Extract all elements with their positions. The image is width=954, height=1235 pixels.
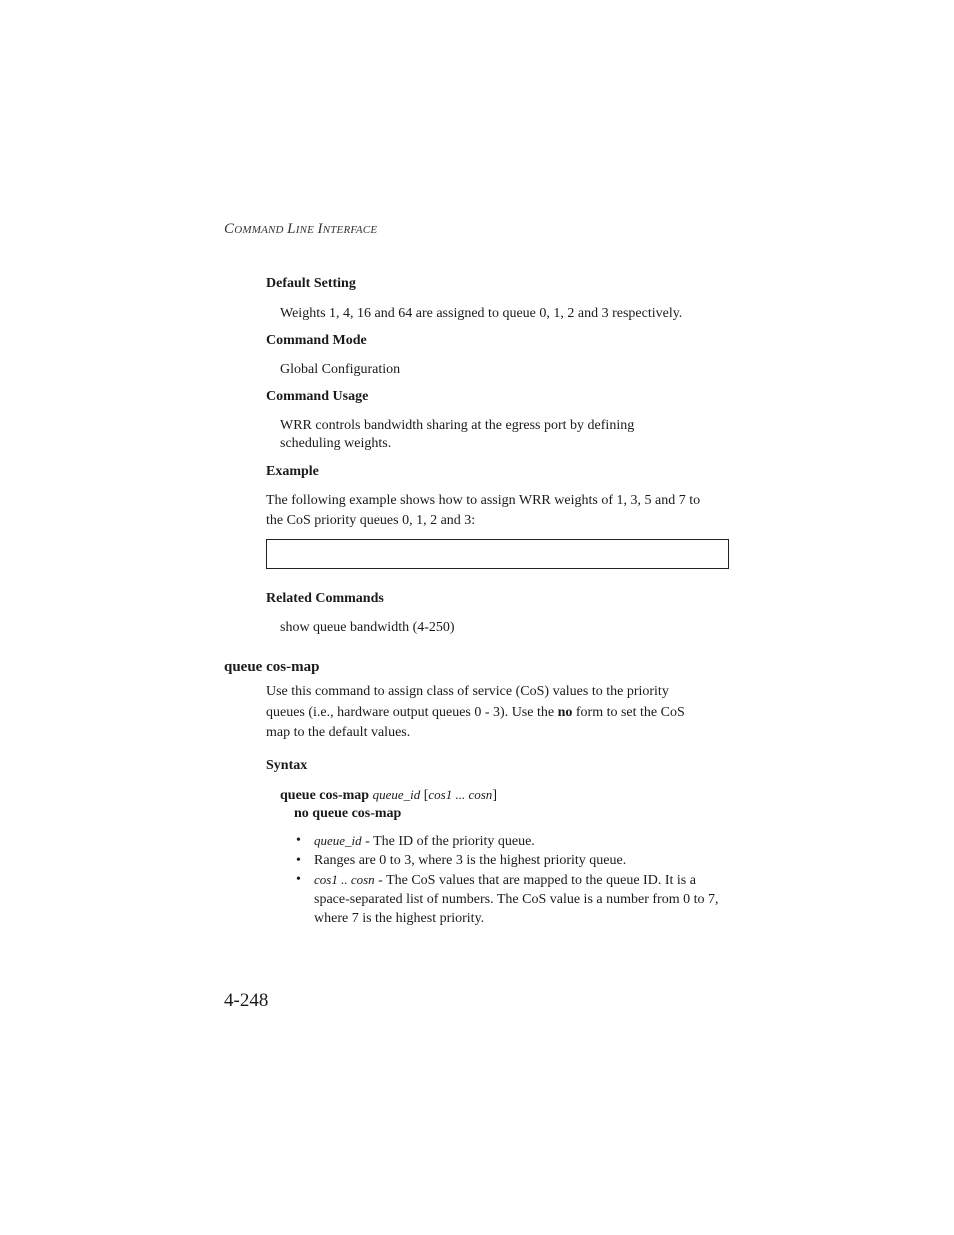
param-name: queue_id (314, 833, 362, 848)
command-usage-heading: Command Usage (266, 389, 369, 404)
section-desc-line: map to the default values. (266, 725, 411, 740)
desc-text: queues (i.e., hardware output queues 0 - 3). Use the (266, 705, 558, 720)
running-head-initial: I (317, 221, 323, 237)
desc-text: form to set the CoS (572, 705, 685, 720)
section-desc-line (266, 703, 685, 723)
syntax-arg: queue_id (372, 787, 421, 802)
param-desc: - The CoS values that are mapped to the queue ID. It is a space-separated list of numbers. The CoS value is a number from 0 to 7, where 7 is the highest priority. (314, 873, 719, 926)
parameter-list (296, 831, 736, 928)
section-title: queue cos-map (224, 659, 320, 675)
command-usage-line: scheduling weights. (280, 436, 392, 451)
example-text-line: the CoS priority queues 0, 1, 2 and 3: (266, 513, 476, 528)
example-text-line: The following example shows how to assign WRR weights of 1, 3, 5 and 7 to (266, 493, 701, 508)
running-head-initial: C (224, 221, 235, 237)
syntax-command (280, 785, 497, 806)
page-number: 4-248 (224, 990, 269, 1011)
example-code-box (266, 539, 729, 569)
command-mode-text: Global Configuration (280, 362, 401, 377)
example-heading: Example (266, 464, 319, 479)
running-head-word: OMMAND (234, 224, 284, 236)
bullet-icon: • (296, 872, 301, 887)
command-mode-heading: Command Mode (266, 333, 367, 348)
bullet-icon: • (296, 833, 301, 848)
desc-keyword-no: no (557, 705, 573, 720)
related-command-link[interactable]: show queue bandwidth (4-250) (280, 620, 455, 635)
related-commands-heading: Related Commands (266, 591, 384, 606)
running-head (224, 221, 377, 238)
syntax-heading: Syntax (266, 758, 308, 773)
syntax-no-command: no queue cos-map (294, 806, 402, 821)
default-setting-text: Weights 1, 4, 16 and 64 are assigned to queue 0, 1, 2 and 3 respectively. (280, 306, 683, 321)
list-item (296, 831, 736, 851)
param-desc: - The ID of the priority queue. (361, 834, 535, 849)
syntax-cmd-name: queue cos-map (280, 788, 370, 803)
running-head-initial: L (287, 221, 296, 237)
running-head-word: INE (295, 224, 315, 236)
syntax-arg: cos1 ... cosn (428, 787, 493, 802)
syntax-bracket: [ (420, 788, 429, 803)
default-setting-heading: Default Setting (266, 276, 356, 291)
running-head-word: NTERFACE (322, 224, 378, 236)
syntax-bracket: ] (492, 788, 497, 803)
bullet-icon: • (296, 853, 301, 868)
section-desc-line: Use this command to assign class of service (CoS) values to the priority (266, 684, 669, 699)
list-item (296, 870, 728, 928)
param-name: cos1 .. cosn (314, 872, 375, 887)
param-desc: Ranges are 0 to 3, where 3 is the highest priority queue. (314, 853, 627, 868)
command-usage-line: WRR controls bandwidth sharing at the egress port by defining (280, 418, 635, 433)
list-item (296, 851, 736, 870)
